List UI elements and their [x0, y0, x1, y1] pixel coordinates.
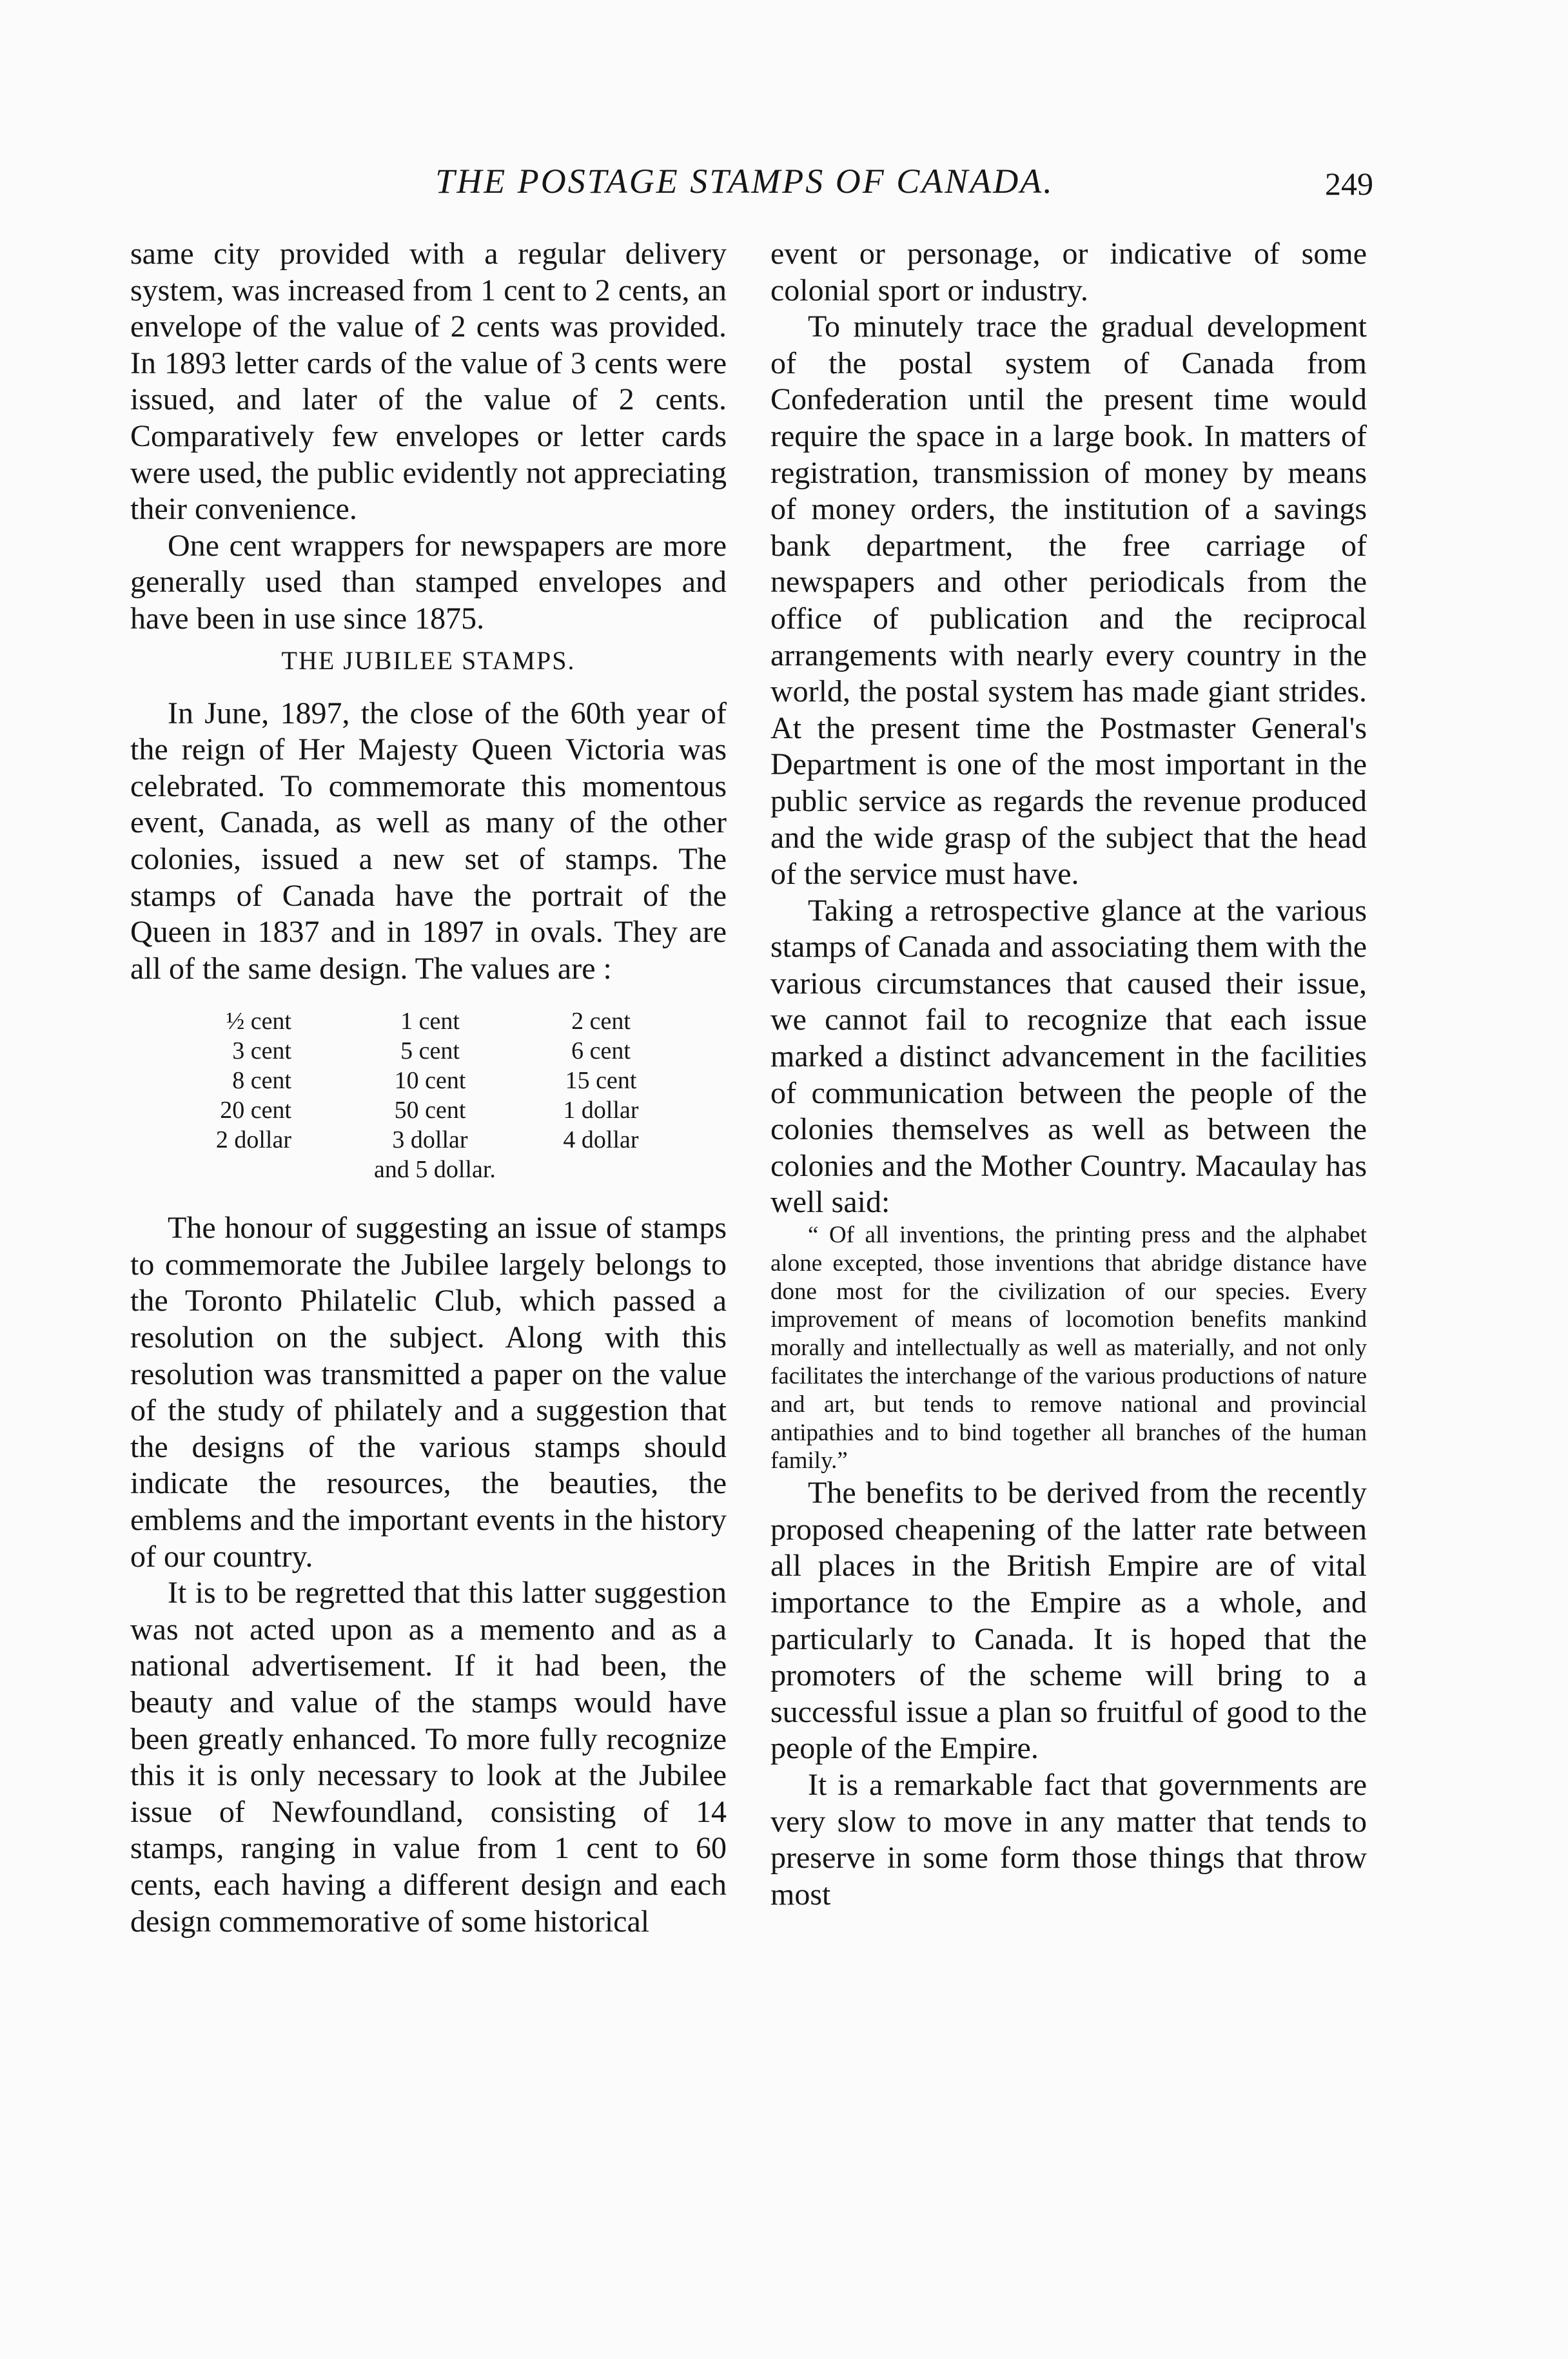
- paragraph: event or personage, or indicative of some colonial sport or industry.: [770, 237, 1367, 308]
- left-column: [130, 236, 727, 1940]
- value-cell: 50 cent: [394, 1097, 466, 1124]
- value-cell: 5 cent: [400, 1037, 460, 1065]
- paragraph: To minutely trace the gradual development of the postal system of Canada from Confederation until the present time would require the space in a large book. In matters of registration, transmission of money by means of money orders, the institution of a savings bank department, the free carriage of newspapers and other periodicals from the office of publication and the reciprocal arrangements with nearly every country in the world, the postal system has made giant strides. At the present time the Postmaster General's Department is one of the most important in the public service as regards the revenue produced and the wide grasp of the subject that the head of the service must have.: [770, 309, 1367, 892]
- value-cell: 2 dollar: [215, 1126, 291, 1154]
- values-tail: and 5 dollar.: [374, 1156, 496, 1184]
- stamp-values-table: [169, 1006, 727, 1184]
- paragraph: The honour of suggesting an issue of stamps to commemorate the Jubilee largely belongs to the Toronto Philatelic Club, which passed a resolution on the subject. Along with this resolution was transmitted a paper on the value of the study of philately and a suggestion that the designs of the various stamps should indicate the resources, the beauties, the emblems and the important events in the history of our country.: [130, 1211, 727, 1574]
- value-cell: ½ cent: [226, 1008, 291, 1035]
- value-cell: 15 cent: [565, 1067, 637, 1095]
- running-title: THE POSTAGE STAMPS OF CANADA.: [435, 162, 1054, 201]
- paragraph: One cent wrappers for newspapers are more generally used than stamped envelopes and have been in use since 1875.: [130, 528, 727, 636]
- value-cell: 6 cent: [571, 1037, 631, 1065]
- value-cell: 1 dollar: [563, 1097, 639, 1124]
- paragraph: The benefits to be derived from the recently proposed cheapening of the latter rate between all places in the British Empire are of vital importance to the Empire as a whole, and particularly to Canada. It is hoped that the promoters of the scheme will bring to a successful issue a plan so fruitful of good to the people of the Empire.: [770, 1476, 1367, 1766]
- right-column: [770, 236, 1367, 1913]
- section-heading: THE JUBILEE STAMPS.: [281, 645, 576, 675]
- paragraph: It is a remarkable fact that governments are very slow to move in any matter that tends to preserve in some form those things that throw most: [770, 1767, 1367, 1912]
- value-cell: 4 dollar: [563, 1126, 639, 1154]
- paragraph: In June, 1897, the close of the 60th year of the reign of Her Majesty Queen Victoria was celebrated. To commemorate this momentous event, Canada, as well as many of the other colonies, issued a new set of stamps. The stamps of Canada have the portrait of the Queen in 1837 and in 1897 in ovals. They are all of the same design. The values are :: [130, 696, 727, 986]
- value-cell: 2 cent: [571, 1008, 631, 1035]
- paragraph: It is to be regretted that this latter suggestion was not acted upon as a memento and as a national advertisement. If it had been, the beauty and value of the stamps would have been greatly enhanced. To more fully recognize this it is only necessary to look at the Jubilee issue of Newfoundland, consisting of 14 stamps, ranging in value from 1 cent to 60 cents, each having a different design and each design commemorative of some historical: [130, 1576, 727, 1939]
- paragraph: Taking a retrospective glance at the various stamps of Canada and associating them with the various circumstances that caused their issue, we cannot fail to recognize that each issue marked a distinct advancement in the facilities of communication between the people of the colonies themselves as well as between the colonies and the Mother Country. Macaulay has well said:: [770, 893, 1367, 1220]
- value-cell: 3 dollar: [392, 1126, 468, 1154]
- block-quote: “ Of all inventions, the printing press and the alphabet alone excepted, those inventions that abridge distance have done most for the civilization of our species. Every improvement of means of locomotion benefits mankind morally and intellectually as well as materially, and not only facilitates the interchange of the various productions of nature and art, but tends to remove national and provincial antipathies and to bind together all branches of the human family.”: [770, 1222, 1367, 1474]
- page-number: 249: [1325, 166, 1373, 202]
- paragraph: same city provided with a regular delivery system, was increased from 1 cent to 2 cents, an envelope of the value of 2 cents was provided. In 1893 letter cards of the value of 3 cents were issued, and later of the value of 2 cents. Comparatively few envelopes or letter cards were used, the public evidently not appreciating their convenience.: [130, 237, 727, 527]
- value-cell: 20 cent: [220, 1097, 291, 1124]
- value-cell: 8 cent: [232, 1067, 291, 1095]
- value-cell: 1 cent: [400, 1008, 460, 1035]
- value-cell: 3 cent: [232, 1037, 291, 1065]
- value-cell: 10 cent: [394, 1067, 466, 1095]
